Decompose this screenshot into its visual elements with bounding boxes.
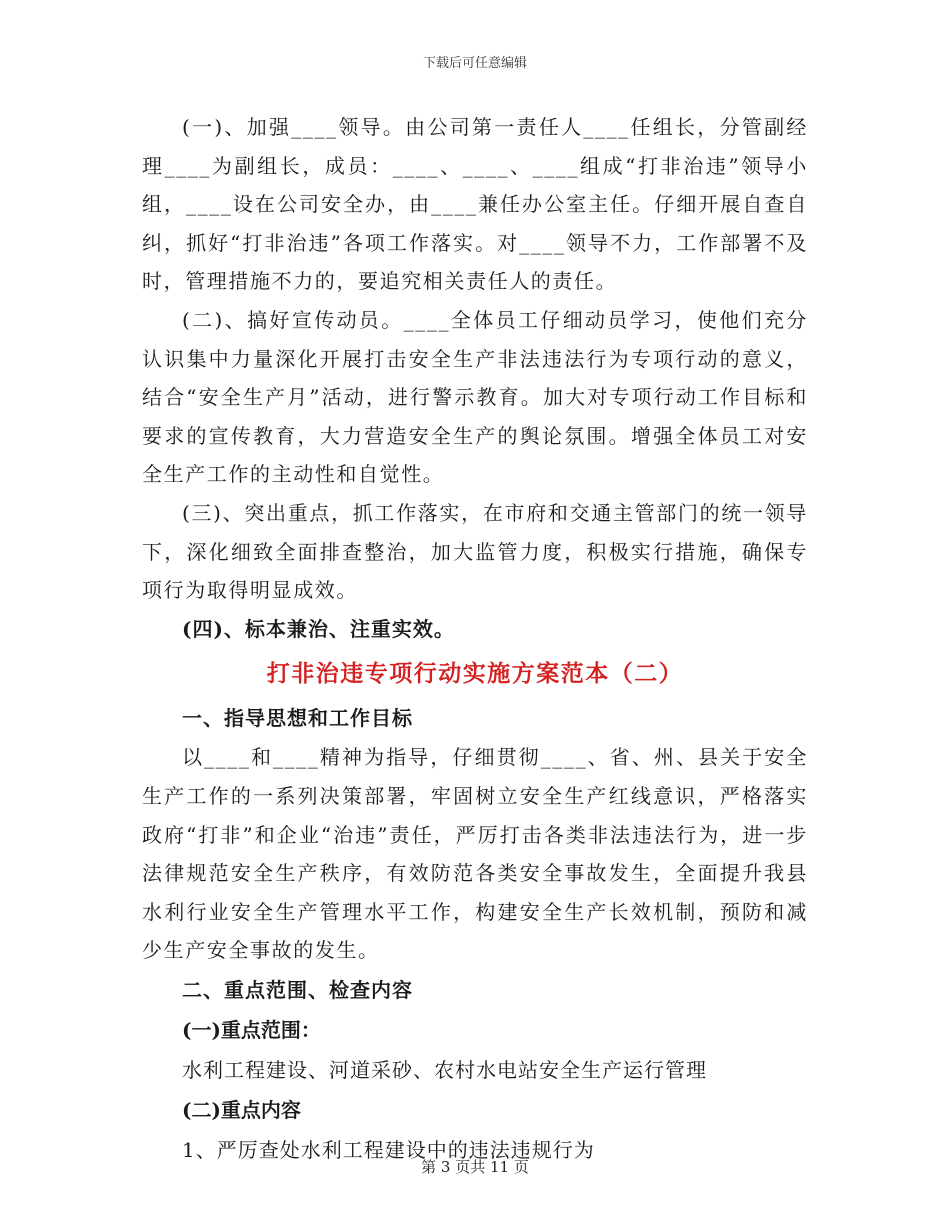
paragraph-key-points: (三)、突出重点，抓工作落实，在市府和交通主管部门的统一领导下，深化细致全面排查整治，加大监管力度，积极实行措施，确保专项行为取得明显成效。 — [142, 500, 808, 603]
paragraph-guiding-thought: 以____和____精神为指导，仔细贯彻____、省、州、县关于安全生产工作的一系列决策部署，牢固树立安全生产红线意识，严格落实政府“打非”和企业“治违”责任，严厉打击各类非法违法行为，进一步法律规范安全生产秩序，有效防范各类安全事故发生，全面提升我县水利行业安全生产管理水平工作，构建安全生产长效机制，预防和减少生产安全事故的发生。 — [142, 745, 808, 963]
subheading-key-scope: (一)重点范围： — [182, 1017, 321, 1042]
heading-scope-and-content: 二、重点范围、检查内容 — [182, 977, 413, 1002]
page-footer: 第 3 页共 11 页 — [421, 1158, 529, 1176]
heading-guiding-thought: 一、指导思想和工作目标 — [182, 706, 413, 731]
section-title: 打非治违专项行动实施方案范本（二） — [266, 660, 684, 688]
subheading-key-content: (二)重点内容 — [182, 1097, 301, 1122]
paragraph-leadership: (一)、加强____领导。由公司第一责任人____任组长，分管副经理____为副组长，成员：____、____、____组成“打非治违”领导小组，____设在公司安全办，由____兼任办公室主任。仔细开展自查自纠，抓好“打非治违”各项工作落实。对____领导不力，工作部署不及时，管理措施不力的，要追究相关责任人的责任。 — [142, 115, 808, 294]
page-header: 下载后可任意编辑 — [422, 56, 527, 71]
text-key-scope: 水利工程建设、河道采砂、农村水电站安全生产运行管理 — [182, 1057, 707, 1082]
document-body — [142, 108, 808, 1170]
paragraph-publicity: (二)、搞好宣传动员。____全体员工仔细动员学习，使他们充分认识集中力量深化开展打击安全生产非法违法行为专项行动的意义，结合“安全生产月”活动，进行警示教育。加大对专项行动工作目标和要求的宣传教育，大力营造安全生产的舆论氛围。增强全体员工对安全生产工作的主动性和自觉性。 — [142, 307, 808, 487]
list-item-1: 1、严厉查处水利工程建设中的违法违规行为 — [182, 1137, 595, 1162]
paragraph-root-and-branch: (四)、标本兼治、注重实效。 — [182, 616, 455, 641]
